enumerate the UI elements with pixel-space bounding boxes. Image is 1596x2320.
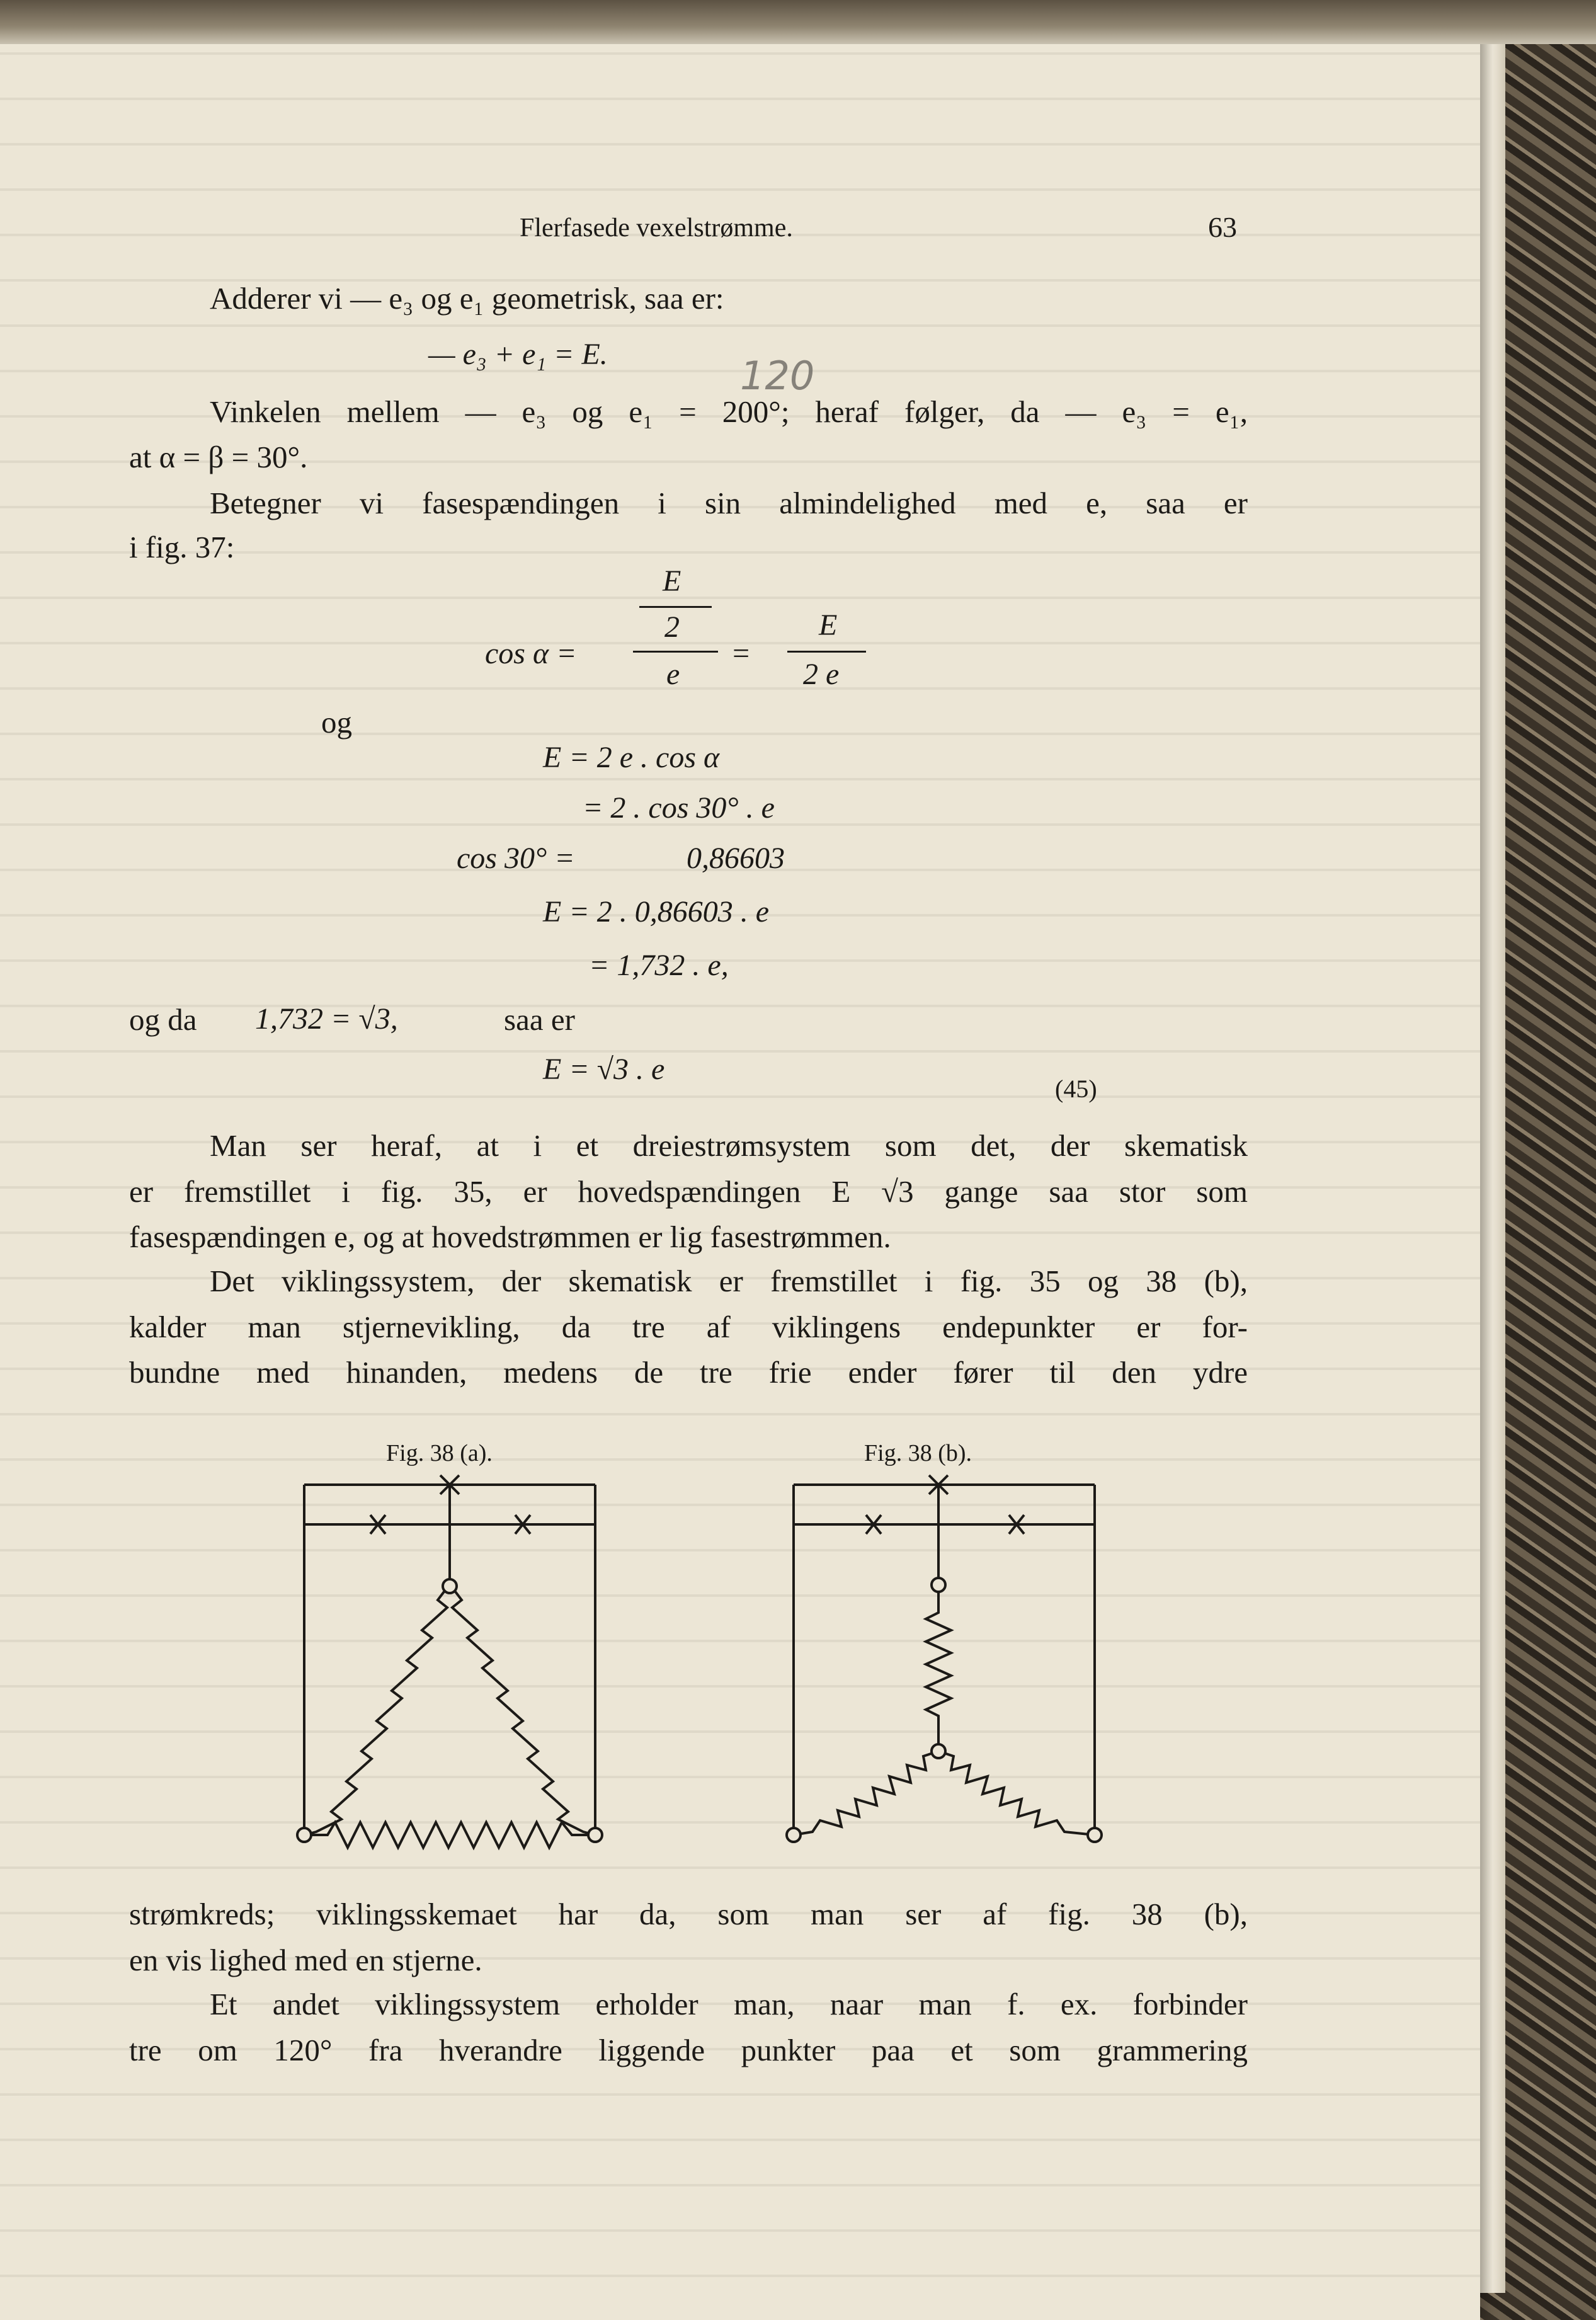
og-word: og (321, 705, 352, 740)
last-para-line-1: Et andet viklingssystem erholder man, naar man f. ex. forbinder (210, 1987, 1248, 2021)
sqrt3-equation: 1,732 = √3, (255, 1002, 398, 1036)
star-winding-diagram (781, 1468, 1109, 1858)
after-fig-line-1: strømkreds; viklingsskemaet har da, som man ser af fig. 38 (b), (129, 1897, 1248, 1931)
delta-bottom-coil (304, 1822, 595, 1848)
fig-38b-caption: Fig. 38 (b). (864, 1440, 972, 1466)
last-para-line-2: tre om 120° fra hverandre liggende punkter paa et som grammering (129, 2033, 1248, 2067)
frac2-numerator: E (819, 609, 838, 642)
star-right-terminal (1088, 1828, 1102, 1842)
scan-top-shadow (0, 0, 1596, 44)
delta-left-terminal (297, 1828, 311, 1842)
phase-line-2: i fig. 37: (129, 530, 235, 564)
derivation-row-3-lhs: cos 30° = (457, 842, 575, 875)
derivation-row-4: E = 2 . 0,86603 . e (543, 895, 770, 929)
delta-winding-diagram (277, 1468, 630, 1858)
delta-right-coil (450, 1584, 595, 1835)
frac2-bar (787, 651, 866, 653)
outer-fraction-bar (633, 651, 718, 653)
intro-line: Adderer vi — e₃ og e₁ geometrisk, saa er: (210, 281, 724, 316)
frac-equals: = (731, 637, 751, 670)
star-left-coil (794, 1751, 938, 1835)
frac1-num-top: E (663, 564, 681, 598)
fig-38a-caption: Fig. 38 (a). (386, 1440, 493, 1466)
star-top-terminal (932, 1578, 945, 1592)
inner-fraction-bar (639, 606, 712, 608)
saa-er-suffix: saa er (504, 1002, 575, 1037)
angle-line-1: Vinkelen mellem — e₃ og e₁ = 200°; heraf følger, da — e₃ = e₁, (210, 394, 1248, 429)
og-da-prefix: og da (129, 1002, 197, 1037)
star-line-3: bundne med hinanden, medens de tre frie ender fører til den ydre (129, 1355, 1248, 1390)
result-line-2: er fremstillet i fig. 35, er hovedspændingen E √3 gange saa stor som (129, 1174, 1248, 1209)
equation-number: (45) (1055, 1075, 1097, 1103)
star-neutral-point (932, 1744, 945, 1758)
frac2-denominator: 2 e (803, 658, 840, 691)
frac1-denominator: e (666, 658, 680, 691)
page-number: 63 (1208, 211, 1237, 243)
vector-sum-equation: — e₃ + e₁ = E. (428, 338, 608, 371)
delta-top-terminal (443, 1579, 457, 1593)
after-fig-line-2: en vis lighed med en stjerne. (129, 1943, 482, 1977)
result-line-1: Man ser heraf, at i et dreiestrømsystem som det, der skematisk (210, 1128, 1248, 1163)
frac1-num-bottom: 2 (664, 610, 680, 644)
pencil-annotation: 120 (740, 353, 815, 399)
derivation-row-3-rhs: 0,86603 (687, 842, 785, 875)
derivation-row-1: E = 2 e . cos α (543, 741, 720, 774)
star-right-coil (938, 1751, 1095, 1835)
delta-right-terminal (588, 1828, 602, 1842)
page-stack-edge (1480, 25, 1505, 2293)
derivation-row-2: = 2 . cos 30° . e (583, 791, 775, 825)
equation-45: E = √3 . e (543, 1053, 665, 1086)
phase-line-1: Betegner vi fasespændingen i sin almindelighed med e, saa er (210, 486, 1248, 520)
star-left-terminal (787, 1828, 801, 1842)
angle-line-2: at α = β = 30°. (129, 440, 308, 474)
derivation-row-5: = 1,732 . e, (589, 949, 729, 982)
star-line-2: kalder man stjernevikling, da tre af viklingens endepunkter er for- (129, 1310, 1248, 1344)
star-vertical-coil (926, 1592, 951, 1745)
result-line-3: fasespændingen e, og at hovedstrømmen er lig fasestrømmen. (129, 1220, 891, 1254)
star-line-1: Det viklingssystem, der skematisk er fremstillet i fig. 35 og 38 (b), (210, 1264, 1248, 1298)
running-title: Flerfasede vexelstrømme. (520, 214, 793, 243)
delta-left-coil (304, 1584, 450, 1835)
cos-formula-lhs: cos α = (485, 637, 577, 670)
